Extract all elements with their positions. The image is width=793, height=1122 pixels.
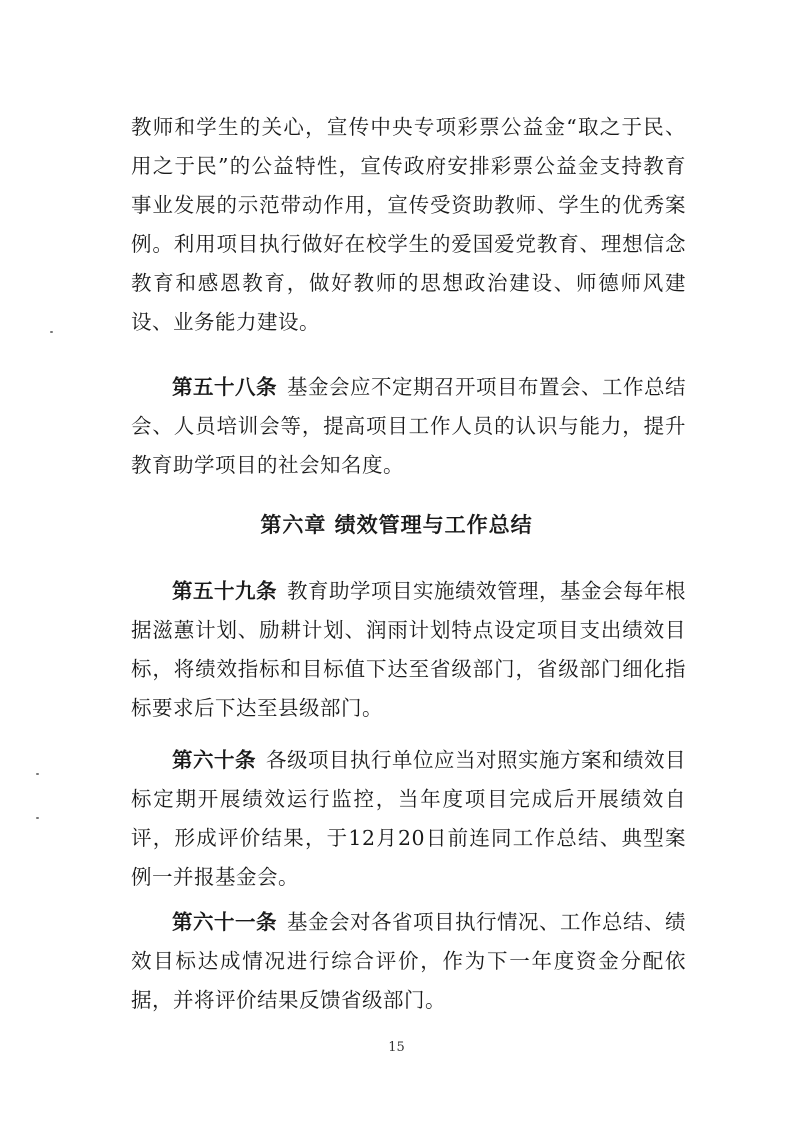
article-59 bbox=[131, 572, 686, 728]
article-61 bbox=[131, 903, 686, 1020]
article-60 bbox=[131, 741, 686, 897]
article-number: 第五十九条 bbox=[172, 579, 277, 603]
article-text: 教育助学项目实施绩效管理，基金会每年根据滋蕙计划、励耕计划、润雨计划特点设定项目支出绩效目标，将绩效指标和目标值下达至省级部门，省级部门细化指标要求后下达至县级部门。 bbox=[131, 579, 686, 720]
article-text: 基金会应不定期召开项目布置会、工作总结会、人员培训会等，提高项目工作人员的认识与能力，提升教育助学项目的社会知名度。 bbox=[131, 375, 686, 477]
article-number: 第五十八条 bbox=[172, 375, 277, 399]
article-number: 第六十一条 bbox=[172, 910, 277, 934]
article-text: 基金会对各省项目执行情况、工作总结、绩效目标达成情况进行综合评价，作为下一年度资金分配依据，并将评价结果反馈省级部门。 bbox=[131, 910, 686, 1012]
article-text: 各级项目执行单位应当对照实施方案和绩效目标定期开展绩效运行监控，当年度项目完成后开展绩效自评，形成评价结果，于12月20日前连同工作总结、典型案例一并报基金会。 bbox=[131, 748, 686, 889]
scan-speck bbox=[36, 817, 39, 819]
article-58 bbox=[131, 368, 686, 485]
continuation-paragraph: 教师和学生的关心，宣传中央专项彩票公益金“取之于民、用之于民”的公益特性，宣传政府安排彩票公益金支持教育事业发展的示范带动作用，宣传受资助教师、学生的优秀案例。利用项目执行做好在校学生的爱国爱党教育、理想信念教育和感恩教育，做好教师的思想政治建设、师德师风建设、业务能力建设。 bbox=[131, 115, 686, 334]
page-number: 15 bbox=[388, 1040, 405, 1055]
scan-speck bbox=[36, 773, 39, 775]
chapter-heading: 第六章 绩效管理与工作总结 bbox=[260, 513, 533, 537]
article-number: 第六十条 bbox=[172, 748, 256, 772]
scan-speck bbox=[50, 331, 53, 333]
